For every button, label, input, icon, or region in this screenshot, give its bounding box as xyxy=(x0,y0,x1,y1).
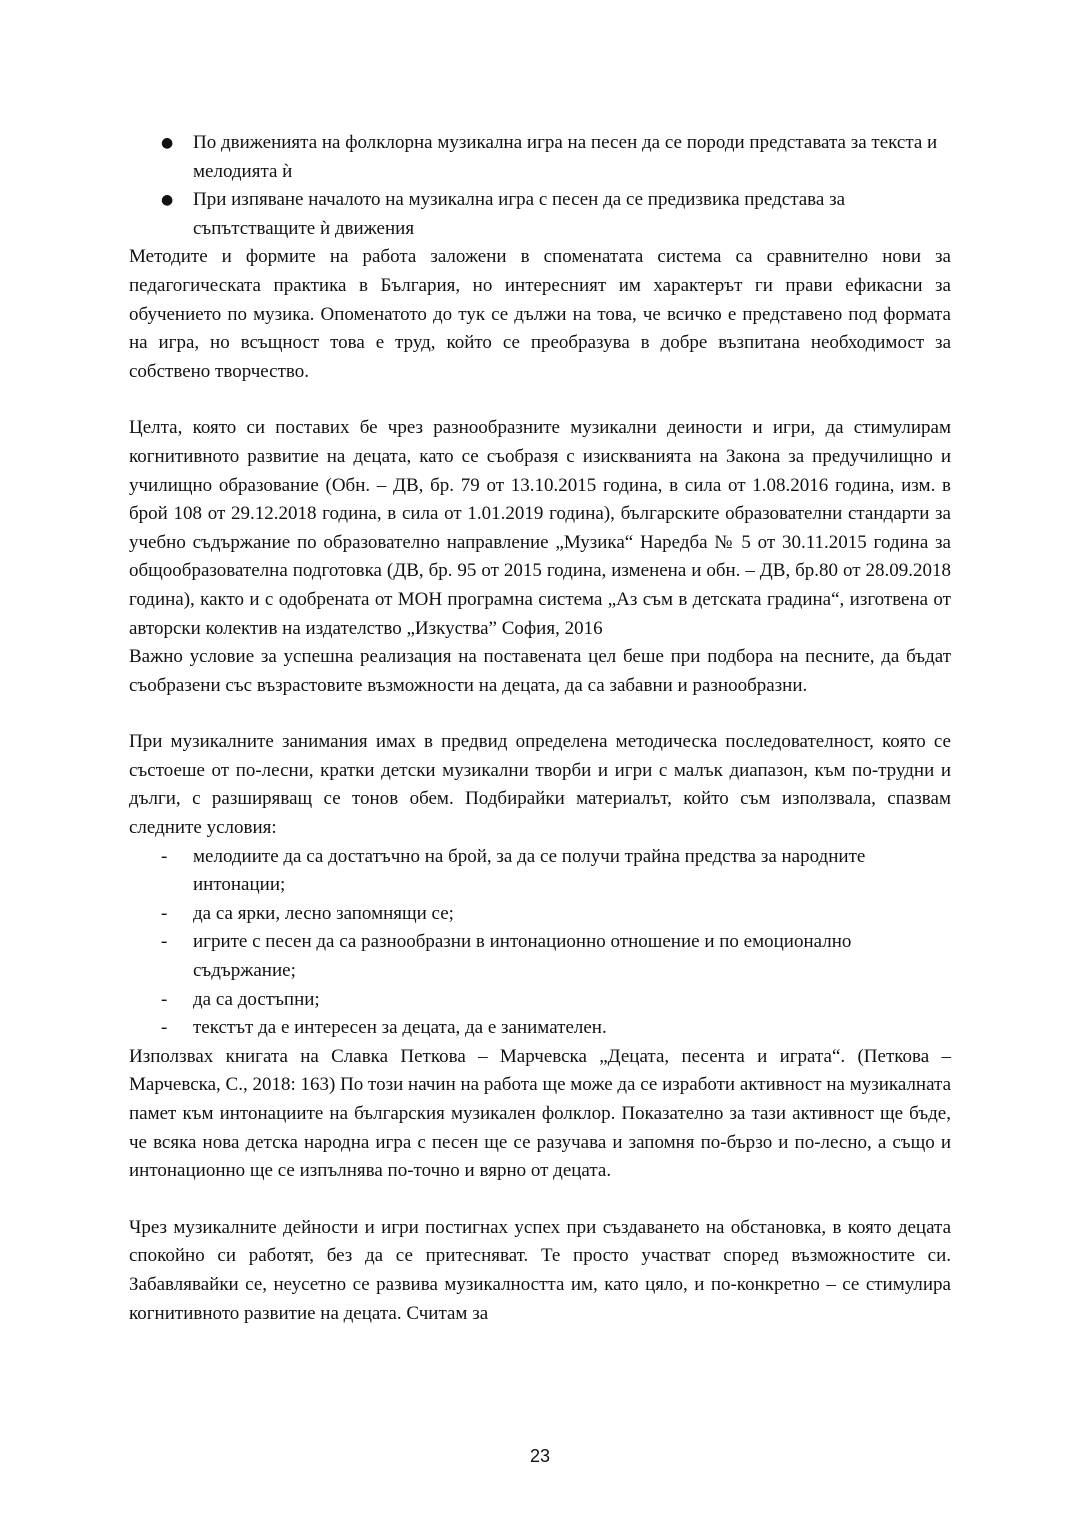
paragraph-book: Използвах книгата на Славка Петкова – Марчевска „Децата, песента и играта“. (Петкова – Марчевска, С., 2018: 163) По този начин на работа ще може да се изработи активност на музикалната памет към интонациите на българския музикален фолклор. Показателно за тази активност ще бъде, че всяка нова детска народна игра с песен ще се разучава и запомня по-бързо и по-лесно, а също и интонационно ще се изпълнява по-точно и вярно от децата. xyxy=(129,1045,951,1182)
dash-icon: - xyxy=(161,1017,168,1039)
list-item-text: игрите с песен да са разнообразни в интонационно отношение и по емоционално съдържание; xyxy=(193,931,852,982)
dash-list xyxy=(129,843,951,1043)
bullet-list xyxy=(129,129,951,243)
list-item xyxy=(129,843,951,900)
list-item-text: мелодиите да са достатъчно на брой, за да се получи трайна предства за народните интонации; xyxy=(193,845,866,896)
bullet-icon: ● xyxy=(161,192,174,209)
list-item xyxy=(129,1014,951,1043)
dash-icon: - xyxy=(161,988,168,1010)
list-item xyxy=(129,129,951,186)
paragraph-success: Чрез музикалните дейности и игри постигнах успех при създаването на обстановка, в която децата спокойно си работят, без да се притесняват. Те просто участват според възможностите си. Забавлявайки се, неусетно се развива музикалността им, като цяло, и по-конкретно – се стимулира когнитивното развитие на децата. Считам за xyxy=(129,1216,951,1324)
list-item-text: да са достъпни; xyxy=(193,988,320,1010)
list-item-text: текстът да е интересен за децата, да е занимателен. xyxy=(193,1017,607,1039)
list-item-text: При изпяване началото на музикална игра с песен да се предизвика представа за съпътстващите ѝ движения xyxy=(193,189,846,239)
page-number: 23 xyxy=(529,1446,551,1466)
list-item-text: По движенията на фолклорна музикална игра на песен да се породи представата за текста и мелодията ѝ xyxy=(193,132,938,182)
list-item xyxy=(129,928,951,985)
dash-icon: - xyxy=(161,902,168,924)
paragraph-goal: Целта, която си поставих бе чрез разнообразните музикални деиности и игри, да стимулирам когнитивното развитие на децата, като се съобразя с изискванията на Закона за предучилищно и училищно образование (Обн. – ДВ, бр. 79 от 13.10.2015 година, в сила от 1.08.2016 година, изм. в брой 108 от 29.12.2018 година, в сила от 1.01.2019 година), българските образователни стандарти за учебно съдържание по образователно направление „Музика“ Наредба № 5 от 30.11.2015 година за общообразователна подготовка (ДВ, бр. 95 от 2015 година, изменена и обн. – ДВ, бр.80 от 28.09.2018 година), както и с одобрената от МОН програмна система „Аз съм в детската градина“, изготвена от авторски колектив на издателство „Изкуства” София, 2016 xyxy=(129,417,951,639)
dash-icon: - xyxy=(161,931,168,953)
list-item-text: да са ярки, лесно запомнящи се; xyxy=(193,902,454,924)
list-item xyxy=(129,986,951,1015)
document-body xyxy=(129,129,951,1328)
paragraph-condition: Важно условие за успешна реализация на поставената цел беше при подбора на песните, да бъдат съобразени със възрастовите възможности на децата, да са забавни и разнообразни. xyxy=(129,646,951,696)
list-item xyxy=(129,186,951,243)
dash-icon: - xyxy=(161,845,168,867)
bullet-icon: ● xyxy=(161,135,174,151)
list-item xyxy=(129,900,951,929)
paragraph-methods: Методите и формите на работа заложени в споменатата система са сравнително нови за педагогическата практика в България, но интересният им характерът ги прави ефикасни за обучението по музика. Опоменатото до тук се дължи на това, че всичко е представено под формата на игра, но всъщност това е труд, който се преобразува в добре възпитана необходимост за собствено творчество. xyxy=(129,246,951,382)
paragraph-sequence: При музикалните занимания имах в предвид определена методическа последователност, която се състоеше от по-лесни, кратки детски музикални творби и игри с малък диапазон, към по-трудни и дълги, с разширяващ се тонов обем. Подбирайки материалът, който съм използвала, спазвам следните условия: xyxy=(129,731,951,839)
